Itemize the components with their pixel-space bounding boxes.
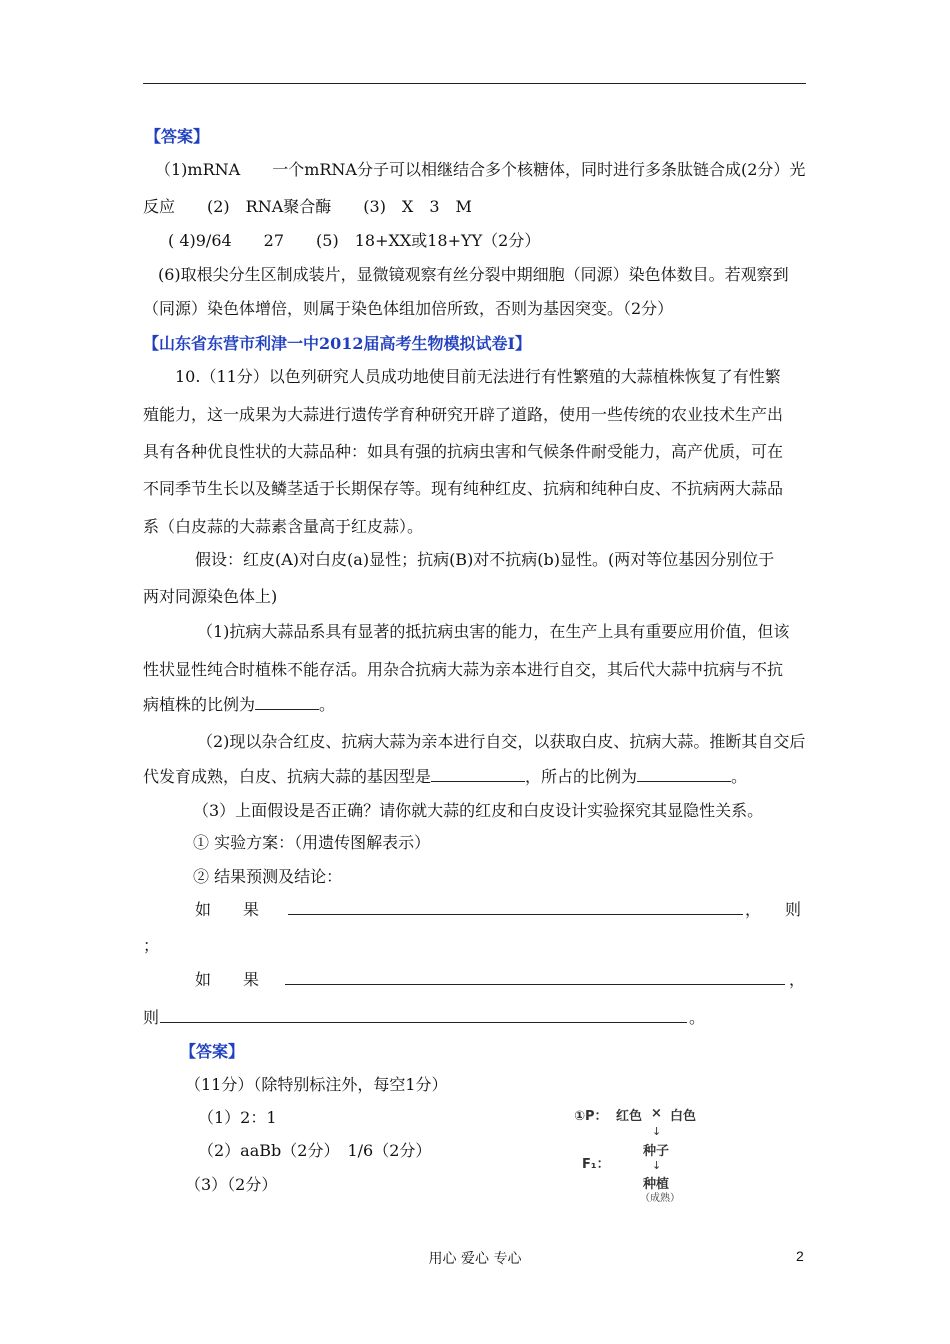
answer-line: ( 4)9/64 27 (5) 18+XX或18+YY（2分）: [168, 231, 541, 250]
subquestion-1: （1)抗病大蒜品系具有显著的抵抗病虫害的能力，在生产上具有重要应用价值，但该: [197, 622, 790, 641]
answer-line: （11分）（除特别标注外，每空1分）: [185, 1075, 448, 1094]
answer-heading: 【答案】: [145, 127, 210, 146]
punctuation: ，: [789, 970, 806, 989]
question-paragraph: 系（白皮蒜的大蒜素含量高于红皮蒜）。: [143, 517, 424, 536]
source-title: 【山东省东营市利津一中2012届高考生物模拟试卷Ⅰ】: [143, 334, 532, 353]
question-paragraph: 不同季节生长以及鳞茎适于长期保存等。现有纯种红皮、抗病和纯种白皮、不抗病两大蒜品: [143, 479, 784, 498]
punctuation: 。: [319, 695, 336, 714]
subquestion-2-text: 代发育成熟，白皮、抗病大蒜的基因型是: [143, 767, 432, 786]
answer-line: （1）2：1: [198, 1108, 277, 1127]
answer-blank[interactable]: [285, 970, 785, 985]
question-paragraph: 具有各种优良性状的大蒜品种：如具有强的抗病虫害和气候条件耐受能力，高产优质，可在: [143, 442, 784, 461]
answer-line: （1)mRNA 一个mRNA分子可以相继结合多个核糖体，同时进行多条肽链合成(2分）光: [155, 160, 806, 179]
experiment-plan: ① 实验方案：（用遗传图解表示）: [193, 833, 431, 852]
answer-blank[interactable]: [255, 695, 319, 710]
answer-line: (6)取根尖分生区制成装片，显微镜观察有丝分裂中期细胞（同源）染色体数目。若观察到: [158, 265, 789, 284]
then-label: ， 则: [745, 900, 802, 919]
answer-heading: 【答案】: [180, 1042, 245, 1061]
hypothesis: 假设：红皮(A)对白皮(a)显性；抗病(B)对不抗病(b)显性。(两对等位基因分别位于: [195, 550, 775, 569]
answer-blank[interactable]: [288, 900, 743, 915]
then-label: 则: [143, 1008, 160, 1027]
subquestion-1: 性状显性纯合时植株不能存活。用杂合抗病大蒜为亲本进行自交，其后代大蒜中抗病与不抗: [143, 660, 784, 679]
diagram-f1-label: F₁：: [582, 1157, 610, 1172]
answer-line: 反应 (2) RNA聚合酶 (3) X 3 M: [143, 197, 472, 216]
diagram-cross: ×: [651, 1106, 662, 1121]
subquestion-2: （2)现以杂合红皮、抗病大蒜为亲本进行自交，以获取白皮、抗病大蒜。推断其自交后: [197, 732, 806, 751]
subquestion-1: [143, 694, 335, 716]
diagram-p-label: ①P：: [574, 1109, 608, 1124]
diagram-seed: 种子: [643, 1144, 670, 1159]
answer-blank[interactable]: [160, 1008, 687, 1023]
result-prediction: ② 结果预测及结论：: [193, 867, 343, 886]
arrow-icon: ↓: [652, 1125, 662, 1138]
if-label: 如 果: [195, 970, 260, 989]
subquestion-1-text: 病植株的比例为: [143, 695, 256, 714]
answer-line: （同源）染色体增倍，则属于染色体组加倍所致，否则为基因突变。（2分）: [143, 299, 674, 318]
question-paragraph: 10.（11分）以色列研究人员成功地使目前无法进行有性繁殖的大蒜植株恢复了有性繁: [175, 367, 781, 386]
diagram-red: 红色: [616, 1109, 643, 1124]
answer-line: （3）（2分）: [185, 1175, 278, 1194]
subquestion-2: [143, 766, 747, 788]
diagram-mature: （成熟）: [640, 1193, 680, 1204]
genetic-diagram: [572, 1103, 712, 1203]
answer-blank[interactable]: [431, 767, 525, 782]
page-number: 2: [796, 1248, 804, 1264]
punctuation: 。: [731, 767, 748, 786]
arrow-icon: ↓: [652, 1159, 662, 1172]
punctuation: ；: [143, 936, 160, 955]
answer-line: （2）aaBb（2分） 1/6（2分）: [198, 1141, 432, 1160]
footer-slogan: 用心 爱心 专心: [428, 1251, 522, 1267]
diagram-plant: 种植: [643, 1177, 670, 1192]
diagram-white: 白色: [670, 1109, 697, 1124]
answer-blank[interactable]: [637, 767, 731, 782]
question-paragraph: 殖能力，这一成果为大蒜进行遗传学育种研究开辟了道路，使用一些传统的农业技术生产出: [143, 405, 784, 424]
subquestion-2-text: ，所占的比例为: [525, 767, 638, 786]
if-label: 如 果: [195, 900, 260, 919]
subquestion-3: （3）上面假设是否正确？请你就大蒜的红皮和白皮设计实验探究其显隐性关系。: [193, 801, 764, 820]
header-rule: [143, 83, 806, 84]
punctuation: 。: [689, 1008, 706, 1027]
hypothesis: 两对同源染色体上): [143, 587, 278, 606]
